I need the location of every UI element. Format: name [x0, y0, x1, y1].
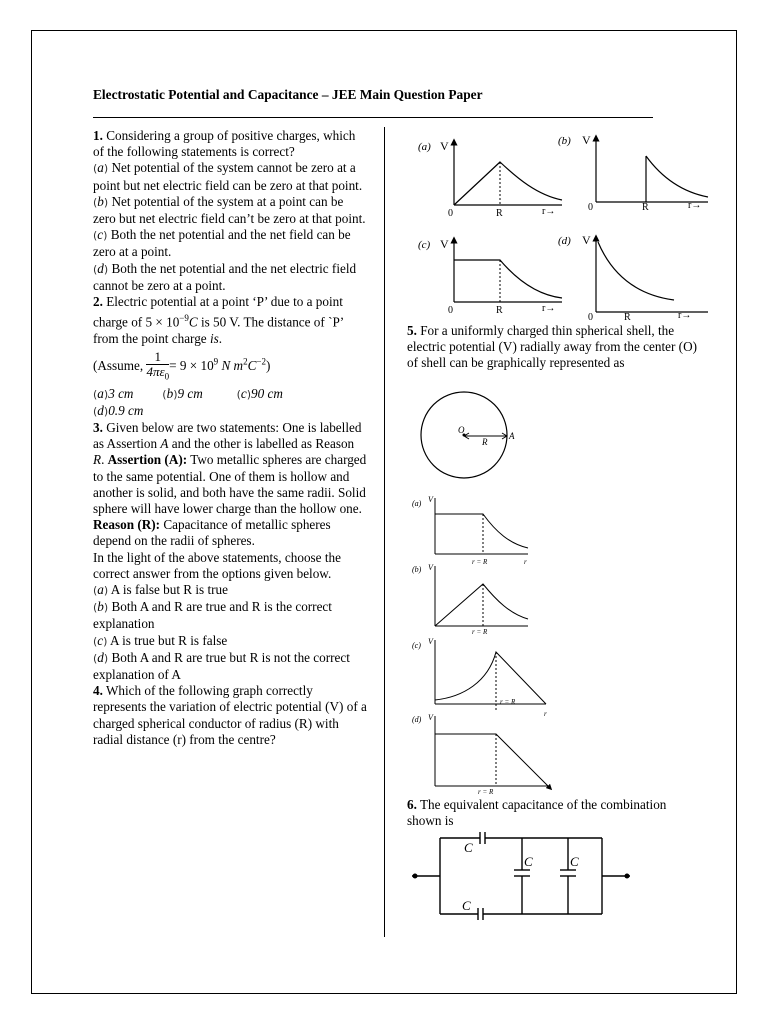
q4-graph-a[interactable] — [418, 139, 562, 219]
q3-option-a[interactable]: (a) A is false but R is true — [93, 582, 228, 598]
svg-text:r = R: r = R — [478, 788, 494, 796]
q4-graphs — [412, 130, 712, 320]
svg-text:V: V — [428, 563, 433, 572]
question-3: 3. Given below are two statements: One is labelled as Assertion A and the other is labelled as Reason R. Assertion (A): Two metallic spheres are charged to the same potential. One of them is hollow and another is solid, and both have the same radii. Solid sphere will have lower charge than the hollow one. — [93, 420, 367, 517]
q4-graph-b[interactable] — [558, 133, 708, 213]
q1-option-c[interactable]: (c) Both the net potential and the net field can be zero at a point. — [93, 227, 351, 260]
svg-text:r = R: r = R — [472, 558, 488, 566]
svg-text:r→: r→ — [678, 310, 692, 320]
svg-text:R: R — [624, 312, 631, 320]
svg-text:V: V — [428, 495, 433, 504]
svg-text:C: C — [524, 854, 533, 869]
q3-option-b[interactable]: (b) Both A and R are true and R is the correct explanation — [93, 599, 332, 632]
svg-text:0: 0 — [588, 202, 593, 213]
q4-graph-d[interactable] — [558, 233, 708, 320]
title-rule — [93, 117, 653, 118]
question-6: 6. The equivalent capacitance of the combination shown is — [407, 797, 667, 829]
q2-fraction: $\frac{1}{4\pi\varepsilon_0}$ — [146, 349, 170, 382]
svg-text:V: V — [582, 133, 591, 147]
svg-text:r→: r→ — [542, 303, 556, 314]
q5-graphs — [408, 492, 558, 797]
svg-text:r = R: r = R — [472, 628, 488, 636]
svg-text:(a): (a) — [418, 141, 431, 153]
svg-text:R: R — [642, 202, 649, 213]
q6-circuit-diagram — [412, 832, 642, 922]
q2-option-d[interactable]: (d)0.9 cm — [93, 402, 144, 418]
question-1: 1. Considering a group of positive charges, which of the following statements is correct? — [93, 128, 356, 160]
svg-text:r: r — [524, 558, 527, 566]
q2-option-c[interactable]: (c)90 cm — [236, 385, 283, 401]
svg-text:(a): (a) — [412, 499, 422, 508]
q2-option-b[interactable]: (b)9 cm — [162, 385, 203, 401]
q3-option-d[interactable]: (d) Both A and R are true but R is not the correct explanation of A — [93, 649, 350, 683]
svg-text:0: 0 — [448, 208, 453, 219]
svg-text:O: O — [458, 425, 465, 435]
svg-text:(d): (d) — [558, 235, 571, 247]
q5-sphere-diagram — [408, 386, 528, 486]
q5-graph-d[interactable] — [412, 713, 550, 796]
svg-text:V: V — [582, 233, 591, 247]
svg-text:r: r — [544, 710, 547, 718]
q5-graph-a[interactable] — [412, 495, 528, 566]
svg-text:0: 0 — [588, 312, 593, 320]
svg-text:(b): (b) — [412, 565, 422, 574]
svg-text:(c): (c) — [418, 239, 431, 251]
svg-text:C: C — [464, 840, 473, 855]
svg-text:(d): (d) — [412, 715, 422, 724]
q1-option-d[interactable]: (d) Both the net potential and the net electric field cannot be zero at a point. — [93, 260, 357, 293]
svg-text:V: V — [440, 237, 449, 251]
q2-options-row — [93, 386, 368, 403]
q2-assume: (Assume, $\frac{1}{4\pi\varepsilon_0}$ = $9 \times 10^9$ N $m^2C^{-2}$) — [93, 349, 271, 382]
svg-text:r→: r→ — [688, 200, 702, 211]
q1-option-a[interactable]: (a) Net potential of the system cannot be zero at a point but net electric field can be zero at that point. — [93, 160, 363, 193]
page-title: Electrostatic Potential and Capacitance – JEE Main Question Paper — [93, 87, 483, 102]
svg-text:C: C — [462, 898, 471, 913]
svg-text:R: R — [496, 208, 503, 219]
svg-text:0: 0 — [448, 305, 453, 316]
svg-text:r = R: r = R — [500, 698, 516, 706]
q3-option-c[interactable]: (c) A is true but R is false — [93, 632, 228, 648]
svg-text:R: R — [482, 437, 488, 447]
left-column — [93, 128, 368, 748]
q2-option-a[interactable]: (a)3 cm — [93, 385, 134, 401]
q1-option-b[interactable]: (b) Net potential of the system at a point can be zero but net electric field can’t be zero at that point. — [93, 193, 366, 227]
q4-graph-c[interactable] — [418, 237, 562, 316]
q5-graph-c[interactable] — [412, 637, 547, 718]
svg-text:V: V — [428, 713, 433, 722]
q5-graph-b[interactable] — [412, 563, 528, 636]
svg-text:A: A — [509, 431, 515, 441]
svg-text:(b): (b) — [558, 135, 571, 147]
svg-text:V: V — [428, 637, 433, 646]
svg-text:R: R — [496, 305, 503, 316]
column-divider — [384, 127, 385, 937]
question-5: 5. For a uniformly charged thin spherical shell, the electric potential (V) radially away from the center (O) of shell can be graphically represented as — [407, 323, 697, 371]
svg-text:(c): (c) — [412, 641, 421, 650]
svg-text:C: C — [570, 854, 579, 869]
svg-text:r→: r→ — [542, 206, 556, 217]
question-4: 4. Which of the following graph correctly represents the variation of electric potential (V) of a charged spherical conductor of radius (R) with radial distance (r) from the centre? — [93, 683, 367, 747]
q3-reason: Reason (R): Capacitance of metallic spheres depend on the radii of spheres. — [93, 517, 331, 549]
svg-text:V: V — [440, 139, 449, 153]
question-2: 2. Electric potential at a point ‘P’ due to a point charge of $5 \times 10^{-9}C$ is 50 V. The distance of `P’ from the point charge is. — [93, 294, 344, 346]
q3-instruction: In the light of the above statements, choose the correct answer from the options given below. — [93, 549, 341, 581]
